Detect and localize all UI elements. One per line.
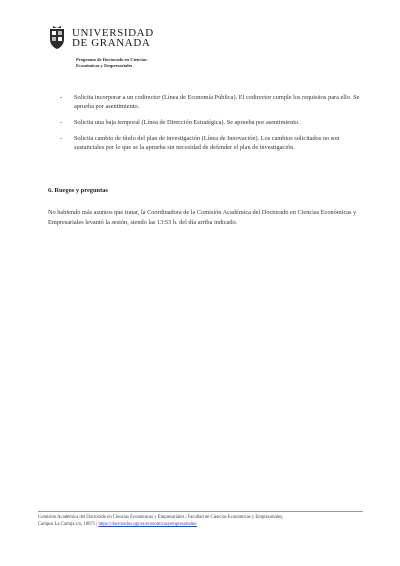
footer-address: Campus La Cartuja s/n, 18071 |: [38, 522, 99, 527]
footer-line2: [38, 521, 368, 528]
list-item-text: Solicita una baja temporal (Línea de Dirección Estratégica). Se aprueba por asentimiento.: [74, 119, 300, 126]
university-crest-icon: [48, 26, 66, 50]
university-name-line2: DE GRANADA: [72, 37, 151, 49]
list-item-text: Solicita cambio de título del plan de investigación (Línea de Innovación). Los cambios solicitados no son sustanciales por lo que se la aprueba sin necesidad de defender el plan de investigación.: [74, 135, 340, 151]
request-list: [60, 93, 360, 159]
university-name-line1: UNIVERSIDAD: [72, 27, 154, 39]
footer-line1: Comisión Académica del Doctorado en Ciencias Económicas y Empresariales | Facultad de Ciencias Económicas y Empresariales,: [38, 515, 284, 520]
list-item: [60, 118, 360, 127]
footer-link[interactable]: https://doctorados.ugr.es/economicasyempresariales/: [98, 522, 198, 527]
program-name-line1: Programa de Doctorado en Ciencias: [76, 57, 147, 62]
program-name-line2: Económicas y Empresariales: [76, 63, 133, 68]
closing-paragraph: No habiendo más asuntos que tratar, la Coordinadora de la Comisión Académica del Doctorado en Ciencias Económicas y Empresariales levantó la sesión, siendo las 13:53 h. del día arriba indicado.: [48, 209, 357, 226]
program-name: [76, 57, 147, 69]
list-item-text: Solicita incorporar a un codirector (Línea de Economía Pública). El codirector cumple los requisitos para ello. Se aprueba por asentimiento.: [74, 94, 360, 110]
university-logo: [48, 25, 154, 51]
bullet-dash: -: [60, 94, 63, 101]
footer-divider: [38, 511, 363, 512]
section-heading: 6. Ruegos y preguntas: [48, 187, 108, 194]
list-item: [60, 134, 360, 152]
footer: [38, 514, 368, 528]
list-item: [60, 93, 360, 111]
bullet-dash: -: [60, 119, 63, 126]
bullet-dash: -: [60, 135, 63, 142]
